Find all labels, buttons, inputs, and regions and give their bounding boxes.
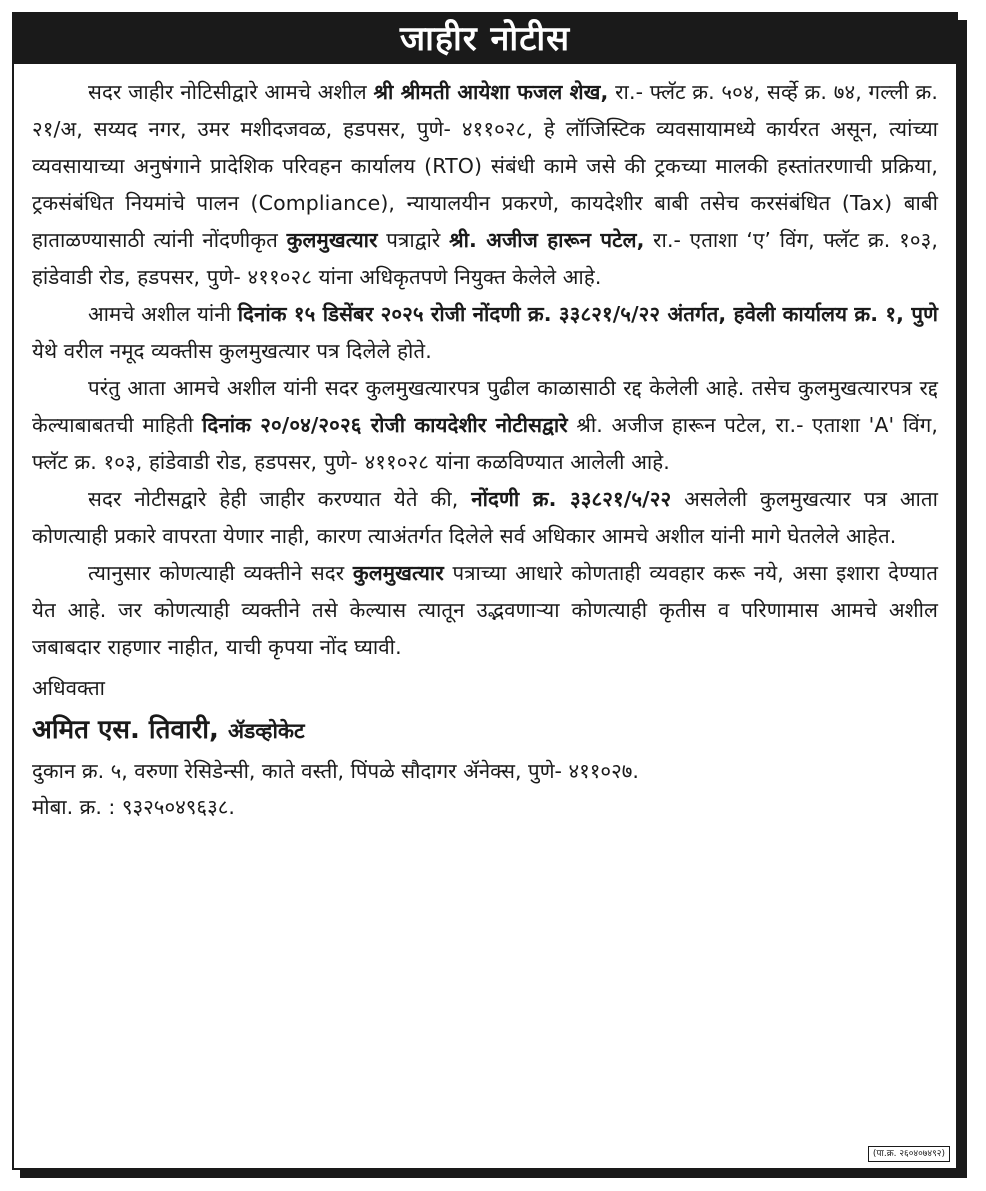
advocate-name: अमित एस. तिवारी, [32,715,219,745]
p5-text-c: पत्राच्या आधारे कोणताही व्यवहार करू नये, असा इशारा देण्यात येत आहे. जर कोणत्याही व्यक्तीने तसे केल्यास त्यातून उद्भवणाऱ्या कोणत्याही कृतीस व परिणामास आमचे अशील जबाबदार राहणार नाहीत, याची कृपया नोंद घ्यावी. [32,561,939,659]
attorney-name: श्री. अजीज हारून पटेल, [449,228,645,252]
box-shadow-bottom [20,1170,967,1178]
p5-power-of-attorney: कुलमुखत्यार [352,561,444,585]
p1-text-g: रा.- एताशा ‘ए’ विंग, फ्लॅट क्र. १०३, हांडेवाडी रोड, हडपसर, पुणे- ४११०२८ यांना अधिकृतपणे नियुक्त केलेले आहे. [32,228,938,289]
advocate-label: अधिवक्ता [32,676,105,700]
p3-text-a: परंतु आता आमचे अशील यांनी सदर कुलमुखत्यारपत्र पुढील काळासाठी रद्द केलेली आहे. तसेच कुलमुखत्यारपत्र रद्द केल्याबाबतची माहिती [32,376,938,437]
client-name: श्री श्रीमती आयेशा फजल शेख, [373,80,609,104]
paragraph-cancellation [32,370,938,481]
notice-header [14,14,956,64]
cancellation-notice-date: दिनांक २०/०४/२०२६ रोजी कायदेशीर नोटीसद्वारे [202,413,568,437]
advocate-signature [32,708,938,753]
paragraph-warning [32,555,938,666]
advocate-role: ॲडव्होकेट [227,719,305,743]
box-shadow-right [958,20,967,1178]
paragraph-declaration [32,481,938,555]
notice-title: जाहीर नोटीस [399,19,571,59]
advocate-address: दुकान क्र. ५, वरुणा रेसिडेन्सी, काते वस्ती, पिंपळे सौदागर ॲनेक्स, पुणे- ४११०२७. [32,759,639,783]
p1-power-of-attorney: कुलमुखत्यार [286,228,378,252]
p2-text-a: आमचे अशील यांनी [88,302,238,326]
p4-text-c: असलेली कुलमुखत्यार पत्र आता कोणत्याही प्रकारे वापरता येणार नाही, कारण त्याअंतर्गत दिलेले सर्व अधिकार आमचे अशील यांनी मागे घेतलेले आहेत. [32,487,939,548]
registration-number: नोंदणी क्र. ३३८२१/५/२२ [471,487,672,511]
p1-text-a: सदर जाहीर नोटिसीद्वारे आमचे अशील [88,80,374,104]
notice-body [14,64,956,825]
p4-text-a: सदर नोटीसद्वारे हेही जाहीर करण्यात येते की, [88,487,472,511]
p2-text-c: येथे वरील नमूद व्यक्तीस कुलमुखत्यार पत्र दिलेले होते. [32,339,432,363]
public-notice-box [12,12,958,1170]
advocate-mobile: मोबा. क्र. : ९३२५०४९६३८. [32,795,235,819]
p1-text-c: रा.- फ्लॅट क्र. ५०४, सर्व्हे क्र. ७४, गल्ली क्र. २१/अ, सय्यद नगर, उमर मशीदजवळ, हडपसर, पुणे- ४११०२८, हे लॉजिस्टिक व्यवसायामध्ये कार्यरत असून, त्यांच्या व्यवसायाच्या अनुषंगाने प्रादेशिक परिवहन कार्यालय (RTO) संबंधी कामे जसे की ट्रकच्या मालकी हस्तांतरणाची प्रक्रिया, ट्रकसंबंधित नियमांचे पालन (Compliance), न्यायालयीन प्रकरणे, कायदेशीर बाबी तसेच करसंबंधित (Tax) बाबी हाताळण्यासाठी त्यांनी नोंदणीकृत [32,80,939,252]
paragraph-registration [32,296,938,370]
p5-text-a: त्यानुसार कोणत्याही व्यक्तीने सदर [88,561,353,585]
paragraph-client-appointment [32,74,938,296]
publication-reference: (पा.क्र. २६०४०७४९२) [868,1146,950,1162]
registration-details: दिनांक १५ डिसेंबर २०२५ रोजी नोंदणी क्र. ३३८२१/५/२२ अंतर्गत, हवेली कार्यालय क्र. १, पुणे [237,302,938,326]
p3-text-c: श्री. अजीज हारून पटेल, रा.- एताशा 'A' विंग, फ्लॅट क्र. १०३, हांडेवाडी रोड, हडपसर, पुणे- ४११०२८ यांना कळविण्यात आलेली आहे. [32,413,938,474]
p1-text-e: पत्राद्वारे [377,228,450,252]
